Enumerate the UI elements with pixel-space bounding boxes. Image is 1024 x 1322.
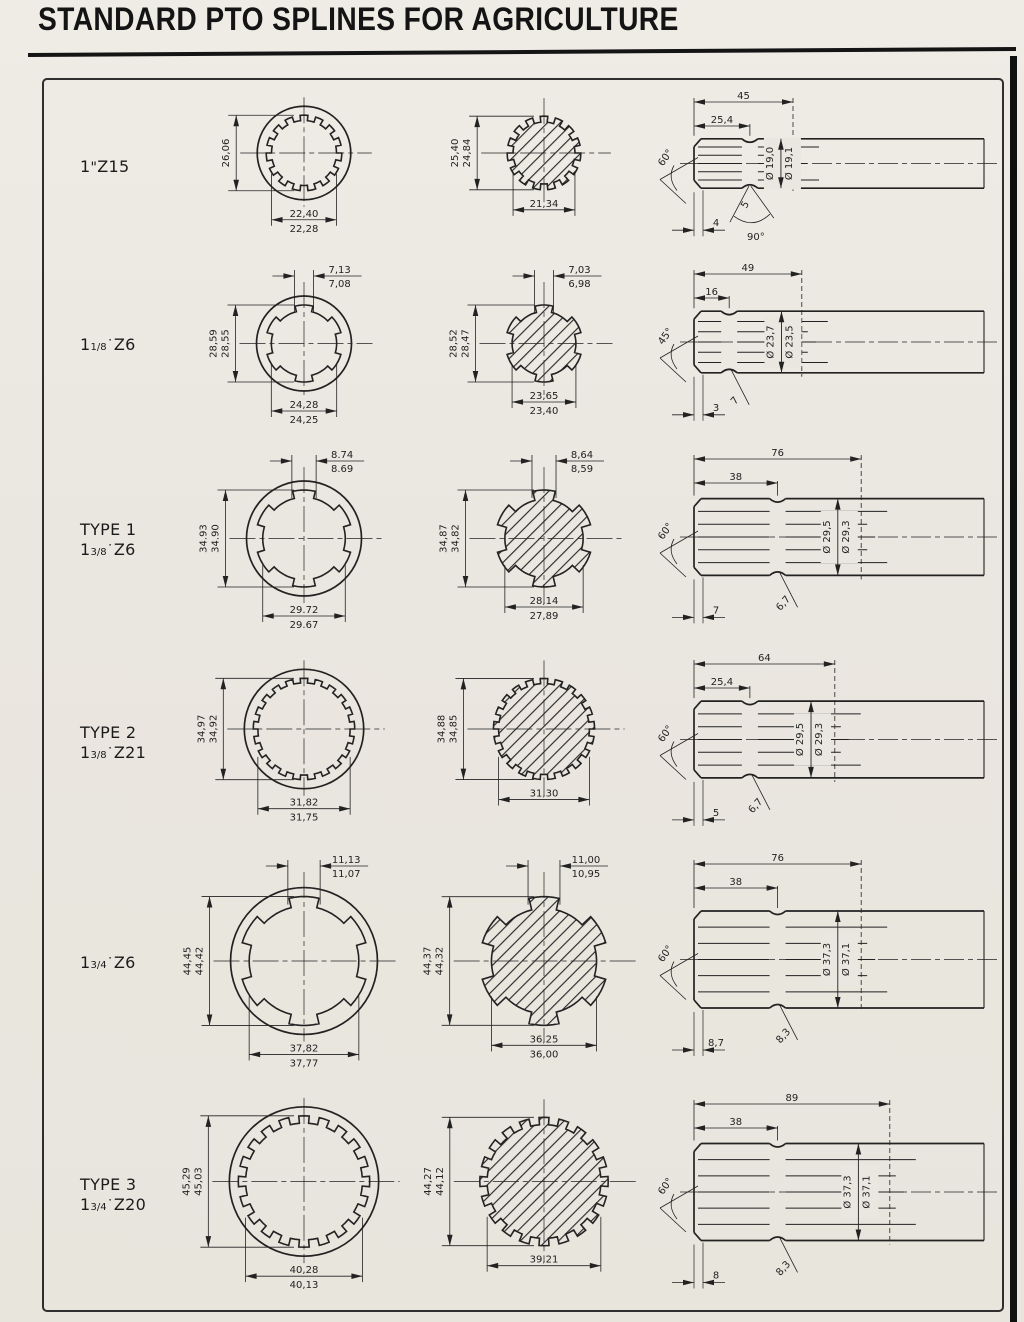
- tooth-count: Z20: [113, 1195, 147, 1214]
- neck-groove-top: [742, 701, 758, 705]
- neck-groove-top: [770, 911, 786, 915]
- neck-groove-bottom: [742, 774, 758, 778]
- tooth-count: Z6: [113, 335, 136, 354]
- dimension-text: 28,55: [220, 329, 232, 358]
- size-unit: ˙: [106, 338, 114, 354]
- size-whole: 1: [80, 540, 91, 559]
- dimension-text: 29.67: [289, 620, 319, 631]
- dimension-text: 44,32: [434, 946, 446, 976]
- groove-width-text: 6,7: [746, 796, 766, 816]
- spline-row-2: [44, 252, 1002, 437]
- dimension-text: 8,59: [570, 464, 594, 475]
- size-label: [80, 540, 174, 559]
- dimension-text: 23,65: [529, 391, 559, 402]
- dimension-text: 76: [771, 448, 784, 459]
- dimension-text: Ø 29,3: [840, 520, 852, 554]
- shaft-side-view-drawing: [656, 1082, 1002, 1307]
- dimension-text: 34,87: [438, 524, 450, 553]
- dimension-text: 34.93: [198, 524, 210, 553]
- female-spline-section-drawing: [174, 80, 424, 252]
- groove-width-text: 6,7: [774, 594, 794, 614]
- size-label: [80, 1195, 174, 1214]
- dimension-text: 31,75: [289, 812, 319, 824]
- dimension-text: 24,25: [289, 415, 319, 426]
- shaft-side-view-drawing: [656, 437, 1002, 642]
- dimension-text: 8.74: [331, 450, 354, 461]
- neck-groove-top: [742, 139, 758, 143]
- dimension-text: 34.90: [210, 524, 222, 553]
- male-spline-section-drawing: [424, 1082, 664, 1307]
- dimension-text: 7,13: [328, 265, 351, 276]
- dimension-text: 34,85: [448, 714, 460, 744]
- dimension-text: Ø 37,3: [842, 1175, 854, 1209]
- female-spline-section-drawing: [174, 642, 424, 842]
- dimension-text: 45,03: [193, 1167, 205, 1196]
- female-spline-section-drawing: [174, 1082, 424, 1307]
- row-label: [44, 842, 174, 1082]
- size-fraction: 3/4: [90, 959, 107, 971]
- dimension-text: 40,13: [289, 1280, 319, 1292]
- dimension-text: 34,97: [196, 714, 208, 744]
- dimension-text: 24,28: [289, 400, 319, 411]
- spline-row-4: [44, 642, 1002, 842]
- neck-groove-bottom: [742, 185, 758, 189]
- tooth-count: Z15: [97, 156, 130, 176]
- dimension-text: Ø 37,3: [821, 942, 833, 977]
- male-spline-profile: [480, 1117, 608, 1245]
- end-chamfer-text: 3: [712, 402, 720, 414]
- size-unit: ˙: [106, 543, 114, 559]
- dimension-text: 7,03: [568, 265, 591, 276]
- spline-row-3: [44, 437, 1002, 642]
- dimension-text: 16: [705, 287, 718, 298]
- dimension-text: 38: [729, 472, 743, 483]
- dimension-text: Ø 23,5: [784, 325, 796, 359]
- size-label: [80, 157, 174, 176]
- dimension-text: 27,89: [529, 611, 559, 622]
- shaft-side-view-drawing: [656, 80, 1002, 252]
- neck-groove-bottom: [770, 1004, 786, 1008]
- dimension-text: 44,42: [194, 946, 206, 976]
- size-fraction: 1/8: [90, 342, 107, 353]
- female-spline-section-drawing: [174, 252, 424, 437]
- size-unit: ": [90, 159, 98, 176]
- page-title: STANDARD PTO SPLINES FOR AGRICULTURE: [38, 2, 679, 38]
- dimension-text: 23,40: [529, 406, 559, 417]
- row-label: [44, 642, 174, 842]
- end-chamfer-text: 8: [712, 1270, 720, 1282]
- dimension-text: 38: [729, 877, 743, 888]
- dimension-text: 28,47: [460, 329, 472, 358]
- type-label: TYPE 3: [80, 1175, 137, 1194]
- dimension-text: 28,59: [208, 329, 220, 358]
- spline-row-1: [44, 80, 1002, 252]
- dimension-text: 21,34: [529, 198, 559, 210]
- size-label: [80, 335, 174, 354]
- dimension-text: Ø 37,1: [840, 942, 852, 977]
- dimension-text: 29.72: [289, 605, 319, 616]
- neck-groove-bottom: [770, 1237, 786, 1241]
- male-spline-profile: [482, 897, 605, 1026]
- dimension-text: 8,64: [570, 450, 594, 461]
- lead-angle-text: 60°: [656, 943, 676, 965]
- dimension-text: Ø 19,0: [764, 146, 776, 181]
- dimension-text: Ø 29,5: [795, 722, 807, 757]
- dimension-text: 25,4: [710, 115, 734, 126]
- end-chamfer-text: 4: [712, 218, 720, 230]
- dimension-text: 36,00: [529, 1049, 559, 1061]
- size-whole: 1: [80, 335, 91, 354]
- male-spline-profile: [498, 490, 591, 587]
- end-chamfer-text: 7: [712, 605, 720, 617]
- neck-groove-top: [770, 499, 786, 503]
- tooth-count: Z6: [113, 952, 136, 972]
- groove-width-text: 7: [729, 395, 742, 408]
- end-chamfer-text: 8,7: [708, 1037, 724, 1049]
- dimension-text: 89: [785, 1093, 799, 1104]
- dimension-text: 24,84: [462, 138, 474, 168]
- dimension-text: 7,08: [328, 279, 351, 290]
- dimension-text: 31,30: [529, 788, 559, 800]
- size-fraction: 3/8: [90, 749, 107, 761]
- neck-groove-top: [721, 311, 737, 315]
- size-fraction: 3/8: [90, 547, 107, 558]
- dimension-text: 34,88: [436, 714, 448, 744]
- dimension-text: 45: [737, 91, 750, 102]
- size-whole: 1: [80, 952, 91, 972]
- dimension-text: 26,06: [221, 138, 233, 168]
- male-spline-profile: [507, 305, 581, 382]
- type-label: TYPE 1: [80, 520, 137, 539]
- dimension-text: 11,13: [331, 855, 361, 866]
- row-label: [44, 437, 174, 642]
- male-spline-section-drawing: [424, 437, 664, 642]
- female-spline-section-drawing: [174, 437, 424, 642]
- dimension-text: 28,14: [529, 596, 559, 607]
- size-label: [80, 743, 174, 762]
- dimension-text: 31,82: [289, 797, 319, 809]
- dimension-text: 40,28: [289, 1265, 319, 1277]
- male-spline-profile: [507, 116, 581, 189]
- dimension-text: 37,82: [289, 1043, 319, 1055]
- dimension-text: 11,07: [331, 869, 361, 880]
- tooth-count: Z6: [113, 540, 136, 559]
- dimension-text: Ø 23,7: [765, 325, 777, 359]
- male-spline-profile: [493, 678, 594, 779]
- size-whole: 1: [80, 156, 91, 176]
- female-spline-section-drawing: [174, 842, 424, 1082]
- dimension-text: 34,92: [208, 714, 220, 744]
- dimension-text: 25,40: [450, 138, 462, 168]
- groove-width-text: 8,3: [774, 1026, 794, 1046]
- dimension-text: 22,28: [289, 223, 319, 235]
- row-label: [44, 252, 174, 437]
- title-underline: [28, 47, 1016, 57]
- dimension-text: 64: [758, 653, 771, 664]
- dimension-text: 44,45: [182, 946, 194, 976]
- dimension-text: 36,25: [529, 1034, 559, 1046]
- row-label: [44, 1082, 174, 1307]
- lead-angle-text: 60°: [656, 723, 676, 745]
- row-label: [44, 80, 174, 252]
- spline-row-6: [44, 1082, 1002, 1307]
- end-chamfer-text: 5: [712, 807, 720, 819]
- shaft-side-view-drawing: [656, 252, 1002, 437]
- dimension-text: Ø 19,1: [783, 146, 795, 181]
- dimension-text: 39,21: [529, 1254, 559, 1266]
- male-spline-section-drawing: [424, 642, 664, 842]
- tooth-count: Z21: [113, 742, 147, 762]
- groove-width-text: 5: [739, 199, 753, 211]
- dimension-text: 34,82: [450, 524, 462, 553]
- dimension-text: 28,52: [448, 329, 460, 358]
- dimension-text: 22,40: [289, 208, 319, 220]
- size-fraction: 3/4: [90, 1202, 107, 1213]
- shaft-side-view-drawing: [656, 842, 1002, 1082]
- dimension-text: 37,77: [289, 1058, 319, 1070]
- dimension-text: 45,29: [181, 1167, 193, 1196]
- dimension-text: 10,95: [571, 869, 601, 880]
- dimension-text: Ø 29,5: [821, 520, 833, 554]
- male-spline-section-drawing: [424, 842, 664, 1082]
- male-spline-section-drawing: [424, 80, 664, 252]
- type-label: TYPE 2: [80, 722, 137, 742]
- dimension-text: 11,00: [571, 855, 601, 866]
- dimension-text: 8.69: [331, 464, 354, 475]
- dimension-text: Ø 29,3: [814, 722, 826, 757]
- neck-groove-bottom: [770, 572, 786, 576]
- lead-angle-text: 60°: [656, 147, 676, 169]
- size-unit: ˙: [106, 745, 114, 762]
- spline-row-5: [44, 842, 1002, 1082]
- lead-angle-text: 60°: [656, 1176, 676, 1197]
- male-spline-section-drawing: [424, 252, 664, 437]
- dimension-text: 44,27: [422, 1167, 434, 1196]
- size-unit: ˙: [106, 955, 114, 972]
- scan-edge-bar: [1010, 56, 1017, 1322]
- lead-angle-text: 60°: [656, 521, 676, 542]
- neck-groove-bottom: [721, 369, 737, 373]
- dimension-text: 44,37: [422, 946, 434, 976]
- dimension-text: 76: [771, 853, 784, 864]
- size-unit: ˙: [106, 1198, 114, 1214]
- lead-angle-text: 45°: [656, 326, 676, 347]
- dimension-text: 49: [741, 263, 755, 274]
- size-whole: 1: [80, 742, 91, 762]
- dimension-text: Ø 37,1: [861, 1175, 873, 1209]
- shaft-side-view-drawing: [656, 642, 1002, 842]
- dimension-text: 25,4: [710, 677, 734, 688]
- dimension-text: 38: [729, 1117, 743, 1128]
- size-whole: 1: [80, 1195, 91, 1214]
- dimension-text: 6,98: [568, 279, 591, 290]
- drawing-frame: [42, 78, 1004, 1312]
- neck-groove-top: [770, 1144, 786, 1148]
- groove-width-text: 8,3: [774, 1259, 794, 1279]
- dimension-text: 44,12: [434, 1167, 446, 1196]
- size-label: [80, 953, 174, 972]
- groove-angle-text: 90°: [747, 232, 765, 244]
